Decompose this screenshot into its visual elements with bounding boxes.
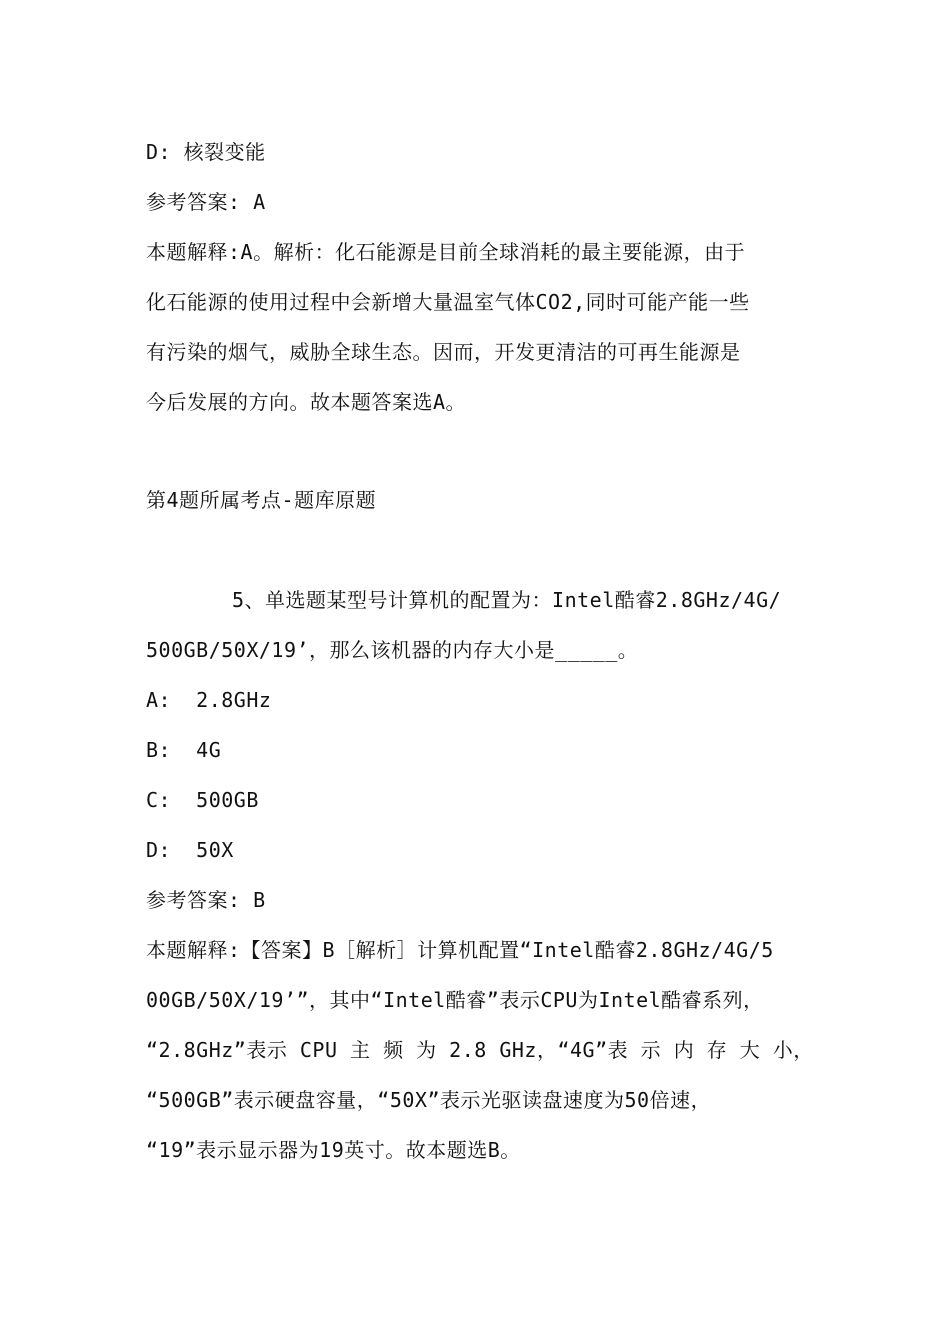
q5-question-line: 500GB/50X/19’，那么该机器的内存大小是_____。 bbox=[146, 638, 639, 662]
q5-option-d: D: 50X bbox=[146, 838, 234, 862]
q5-explanation-line: 本题解释:【答案】B［解析］计算机配置“Intel酷睿2.8GHz/4G/5 bbox=[146, 938, 774, 962]
q5-question-line: 5、单选题某型号计算机的配置为：Intel酷睿2.8GHz/4G/ bbox=[232, 588, 782, 612]
q4-explanation-line: 本题解释:A。解析：化石能源是目前全球消耗的最主要能源，由于 bbox=[146, 240, 746, 264]
q4-option-d: D: 核裂变能 bbox=[146, 140, 266, 164]
q4-topic: 第4题所属考点-题库原题 bbox=[146, 488, 377, 512]
q5-explanation-line: 00GB/50X/19’”，其中“Intel酷睿”表示CPU为Intel酷睿系列， bbox=[146, 988, 764, 1012]
q4-explanation-line: 今后发展的方向。故本题答案选A。 bbox=[146, 390, 467, 414]
q4-answer: 参考答案: A bbox=[146, 190, 266, 214]
q5-explanation-line: “2.8GHz”表示 CPU 主 频 为 2.8 GHz，“4G”表 示 内 存 大 小， bbox=[146, 1038, 814, 1062]
q5-option-c: C: 500GB bbox=[146, 788, 259, 812]
q4-explanation-line: 有污染的烟气，威胁全球生态。因而，开发更清洁的可再生能源是 bbox=[146, 340, 741, 364]
q5-explanation-line: “500GB”表示硬盘容量，“50X”表示光驱读盘速度为50倍速， bbox=[146, 1088, 712, 1112]
q5-explanation-line: “19”表示显示器为19英寸。故本题选B。 bbox=[146, 1138, 521, 1162]
q5-option-a: A: 2.8GHz bbox=[146, 688, 272, 712]
q5-answer: 参考答案: B bbox=[146, 888, 266, 912]
q4-explanation-line: 化石能源的使用过程中会新增大量温室气体CO2,同时可能产能一些 bbox=[146, 290, 750, 314]
q5-option-b: B: 4G bbox=[146, 738, 222, 762]
